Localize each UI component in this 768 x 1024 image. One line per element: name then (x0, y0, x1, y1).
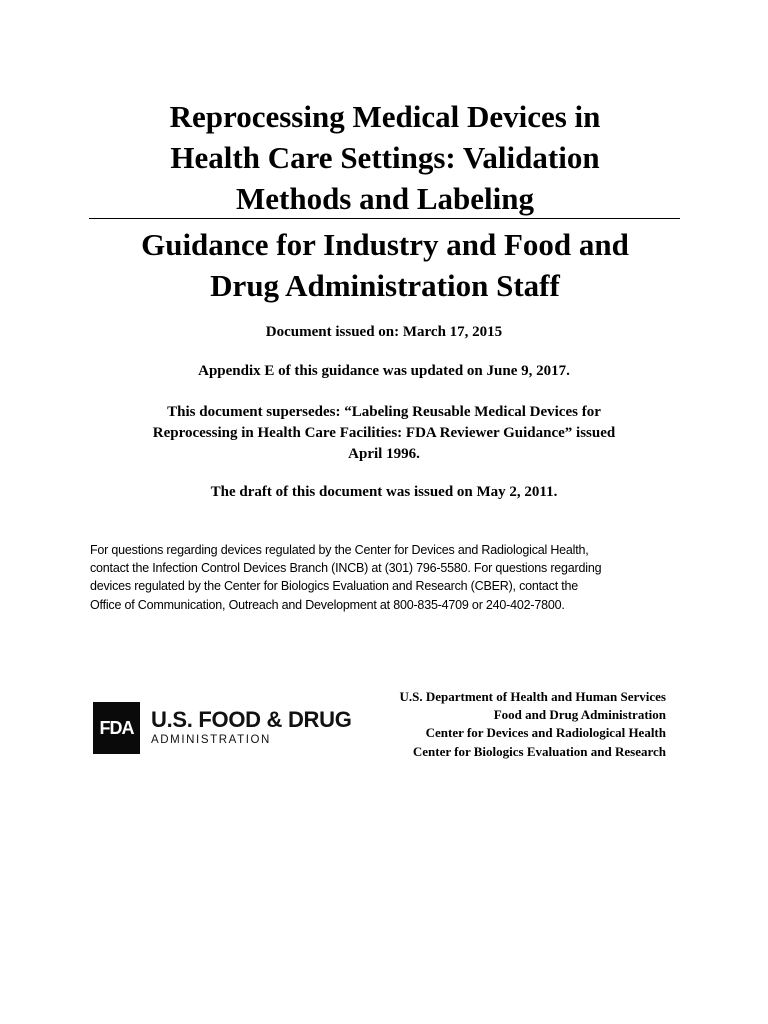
contact-line: devices regulated by the Center for Biologics Evaluation and Research (CBER), contact the (90, 579, 579, 594)
fda-logo (93, 702, 353, 754)
fda-logo-mark: FDA (93, 702, 140, 754)
subtitle-line: Guidance for Industry and Food and (141, 227, 629, 262)
document-subtitle (90, 224, 680, 306)
title-line: Health Care Settings: Validation (170, 140, 600, 175)
agency-line: U.S. Department of Health and Human Services (399, 689, 666, 704)
fda-logo-subtitle: ADMINISTRATION (151, 734, 271, 746)
supersedes-line: Reprocessing in Health Care Facilities: FDA Reviewer Guidance” issued (152, 425, 616, 441)
title-line: Methods and Labeling (235, 181, 534, 216)
supersedes-line: April 1996. (348, 446, 420, 462)
subtitle-line: Drug Administration Staff (210, 268, 560, 303)
title-line: Reprocessing Medical Devices in (169, 99, 601, 134)
contact-line: contact the Infection Control Devices Branch (INCB) at (301) 796-5580. For questions regarding (90, 561, 602, 576)
agency-line: Center for Biologics Evaluation and Research (412, 743, 666, 759)
supersedes-note (96, 402, 672, 465)
agency-block (400, 688, 667, 761)
contact-line: Office of Communication, Outreach and Development at 800-835-4709 or 240-402-7800. (90, 597, 565, 612)
draft-issued: The draft of this document was issued on May 2, 2011. (210, 484, 558, 500)
agency-line: Food and Drug Administration (493, 707, 666, 723)
document-title (90, 96, 680, 219)
issued-date: Document issued on: March 17, 2015 (265, 324, 503, 340)
contact-paragraph (90, 541, 690, 614)
appendix-update: Appendix E of this guidance was updated on June 9, 2017. (198, 363, 570, 379)
agency-line: Center for Devices and Radiological Health (425, 725, 666, 741)
title-divider (89, 218, 680, 219)
fda-logo-name: U.S. FOOD & DRUG (151, 707, 352, 732)
fda-logo-wordmark (151, 708, 352, 748)
supersedes-line: This document supersedes: “Labeling Reusable Medical Devices for (167, 404, 601, 420)
contact-line: For questions regarding devices regulated by the Center for Devices and Radiological Health, (90, 543, 589, 557)
